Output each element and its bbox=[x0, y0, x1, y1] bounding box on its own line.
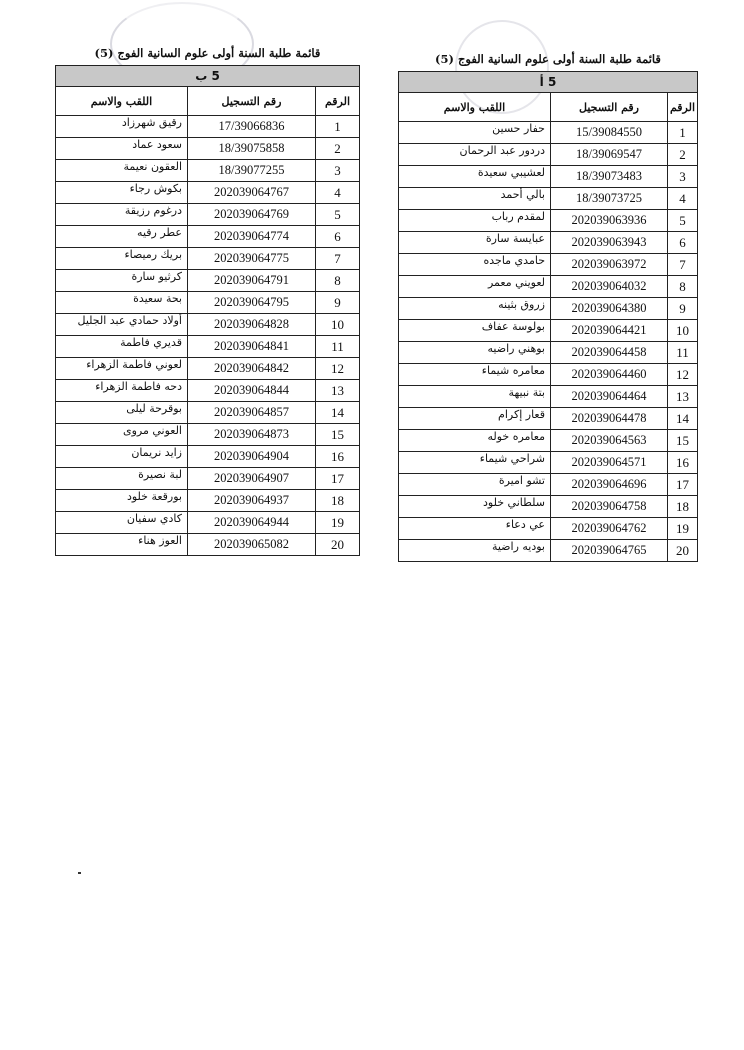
row-number: 11 bbox=[668, 342, 698, 364]
registration-number: 202039064758 bbox=[551, 496, 668, 518]
row-number: 7 bbox=[668, 254, 698, 276]
student-name: بوقرحة ليلى bbox=[56, 402, 188, 424]
registration-number: 18/39077255 bbox=[188, 160, 316, 182]
registration-number: 202039064907 bbox=[188, 468, 316, 490]
registration-number: 202039064791 bbox=[188, 270, 316, 292]
table-row bbox=[56, 138, 360, 160]
student-name: قعار إكرام bbox=[399, 408, 551, 430]
row-number: 13 bbox=[316, 380, 360, 402]
row-number: 2 bbox=[668, 144, 698, 166]
list-title: قائمة طلبة السنة أولى علوم السانية الفوج (5) bbox=[435, 52, 661, 66]
registration-number: 202039064842 bbox=[188, 358, 316, 380]
row-number: 17 bbox=[316, 468, 360, 490]
registration-number: 15/39084550 bbox=[551, 122, 668, 144]
table-row bbox=[56, 182, 360, 204]
student-name: سلطاني خلود bbox=[399, 496, 551, 518]
row-number: 4 bbox=[668, 188, 698, 210]
table-row bbox=[56, 248, 360, 270]
student-name: لعويني معمر bbox=[399, 276, 551, 298]
student-name: بالي أحمد bbox=[399, 188, 551, 210]
group-label: 5 ب bbox=[56, 66, 360, 87]
student-name: زايد نريمان bbox=[56, 446, 188, 468]
registration-number: 202039064795 bbox=[188, 292, 316, 314]
header-name: اللقب والاسم bbox=[56, 87, 188, 116]
table-row bbox=[399, 122, 698, 144]
registration-number: 17/39066836 bbox=[188, 116, 316, 138]
registration-number: 202039064904 bbox=[188, 446, 316, 468]
registration-number: 202039063936 bbox=[551, 210, 668, 232]
header-num: الرقم bbox=[316, 87, 360, 116]
registration-number: 202039065082 bbox=[188, 534, 316, 556]
student-name: تشو اميرة bbox=[399, 474, 551, 496]
registration-number: 202039064767 bbox=[188, 182, 316, 204]
student-name: بوديه راضية bbox=[399, 540, 551, 562]
student-name: العوز هناء bbox=[56, 534, 188, 556]
row-number: 2 bbox=[316, 138, 360, 160]
row-number: 14 bbox=[316, 402, 360, 424]
row-number: 10 bbox=[316, 314, 360, 336]
row-number: 15 bbox=[316, 424, 360, 446]
row-number: 3 bbox=[668, 166, 698, 188]
row-number: 15 bbox=[668, 430, 698, 452]
student-name: بريك رميصاء bbox=[56, 248, 188, 270]
student-name: رقيق شهرزاد bbox=[56, 116, 188, 138]
table-row bbox=[399, 144, 698, 166]
table-row bbox=[399, 188, 698, 210]
group-label: 5 أ bbox=[399, 72, 698, 93]
table-row bbox=[399, 232, 698, 254]
registration-number: 202039064032 bbox=[551, 276, 668, 298]
row-number: 18 bbox=[668, 496, 698, 518]
registration-number: 202039064774 bbox=[188, 226, 316, 248]
registration-number: 202039064460 bbox=[551, 364, 668, 386]
student-name: قديري فاطمة bbox=[56, 336, 188, 358]
student-name: لبة نصيرة bbox=[56, 468, 188, 490]
table-row bbox=[56, 160, 360, 182]
student-name: شراحي شيماء bbox=[399, 452, 551, 474]
row-number: 19 bbox=[668, 518, 698, 540]
student-name: معامره خوله bbox=[399, 430, 551, 452]
table-row bbox=[56, 380, 360, 402]
table-row bbox=[399, 342, 698, 364]
row-number: 11 bbox=[316, 336, 360, 358]
registration-number: 202039064944 bbox=[188, 512, 316, 534]
table-row bbox=[399, 474, 698, 496]
registration-number: 202039064841 bbox=[188, 336, 316, 358]
row-number: 17 bbox=[668, 474, 698, 496]
table-row bbox=[399, 320, 698, 342]
row-number: 5 bbox=[668, 210, 698, 232]
registration-number: 202039064769 bbox=[188, 204, 316, 226]
header-name: اللقب والاسم bbox=[399, 93, 551, 122]
header-num: الرقم bbox=[668, 93, 698, 122]
table-row bbox=[56, 226, 360, 248]
student-name: العقون نعيمة bbox=[56, 160, 188, 182]
registration-number: 202039064937 bbox=[188, 490, 316, 512]
student-name: عبايسة سارة bbox=[399, 232, 551, 254]
row-number: 1 bbox=[668, 122, 698, 144]
student-name: لعوني فاطمة الزهراء bbox=[56, 358, 188, 380]
registration-number: 202039063943 bbox=[551, 232, 668, 254]
student-name: لمقدم رباب bbox=[399, 210, 551, 232]
table-row bbox=[399, 540, 698, 562]
registration-number: 202039064762 bbox=[551, 518, 668, 540]
student-name: بكوش رجاء bbox=[56, 182, 188, 204]
student-name: عي دعاء bbox=[399, 518, 551, 540]
registration-number: 202039064775 bbox=[188, 248, 316, 270]
row-number: 14 bbox=[668, 408, 698, 430]
table-row bbox=[56, 116, 360, 138]
table-row bbox=[399, 430, 698, 452]
row-number: 18 bbox=[316, 490, 360, 512]
row-number: 16 bbox=[316, 446, 360, 468]
student-name: كرثيو سارة bbox=[56, 270, 188, 292]
registration-number: 202039064696 bbox=[551, 474, 668, 496]
row-number: 9 bbox=[668, 298, 698, 320]
table-row bbox=[399, 166, 698, 188]
table-row bbox=[399, 386, 698, 408]
row-number: 20 bbox=[668, 540, 698, 562]
student-name: حفار حسين bbox=[399, 122, 551, 144]
row-number: 19 bbox=[316, 512, 360, 534]
student-list-right bbox=[398, 52, 698, 562]
table-row bbox=[399, 408, 698, 430]
table-row bbox=[399, 364, 698, 386]
table-row bbox=[56, 270, 360, 292]
table-row bbox=[399, 276, 698, 298]
student-name: لعشيبي سعيدة bbox=[399, 166, 551, 188]
registration-number: 202039064571 bbox=[551, 452, 668, 474]
registration-number: 202039064563 bbox=[551, 430, 668, 452]
registration-number: 202039064873 bbox=[188, 424, 316, 446]
row-number: 12 bbox=[668, 364, 698, 386]
table-row bbox=[56, 336, 360, 358]
student-name: دردور عبد الرحمان bbox=[399, 144, 551, 166]
table-row bbox=[399, 496, 698, 518]
header-reg: رقم التسجيل bbox=[551, 93, 668, 122]
student-name: زروق بثينه bbox=[399, 298, 551, 320]
row-number: 8 bbox=[316, 270, 360, 292]
row-number: 12 bbox=[316, 358, 360, 380]
registration-number: 202039064380 bbox=[551, 298, 668, 320]
student-table bbox=[398, 71, 698, 562]
student-name: سعود عماد bbox=[56, 138, 188, 160]
table-row bbox=[399, 452, 698, 474]
row-number: 5 bbox=[316, 204, 360, 226]
row-number: 13 bbox=[668, 386, 698, 408]
list-title: قائمة طلبة السنة أولى علوم السانية الفوج (5) bbox=[94, 46, 321, 60]
registration-number: 202039063972 bbox=[551, 254, 668, 276]
table-row bbox=[56, 358, 360, 380]
row-number: 9 bbox=[316, 292, 360, 314]
row-number: 6 bbox=[316, 226, 360, 248]
student-table bbox=[55, 65, 360, 556]
table-row bbox=[399, 254, 698, 276]
registration-number: 202039064478 bbox=[551, 408, 668, 430]
registration-number: 202039064844 bbox=[188, 380, 316, 402]
registration-number: 202039064464 bbox=[551, 386, 668, 408]
table-row bbox=[399, 518, 698, 540]
student-list-left bbox=[55, 46, 360, 556]
student-name: بورقعة خلود bbox=[56, 490, 188, 512]
registration-number: 18/39073483 bbox=[551, 166, 668, 188]
table-row bbox=[56, 512, 360, 534]
registration-number: 18/39075858 bbox=[188, 138, 316, 160]
registration-number: 202039064857 bbox=[188, 402, 316, 424]
registration-number: 202039064765 bbox=[551, 540, 668, 562]
row-number: 8 bbox=[668, 276, 698, 298]
student-name: معامره شيماء bbox=[399, 364, 551, 386]
table-row bbox=[56, 314, 360, 336]
row-number: 6 bbox=[668, 232, 698, 254]
student-name: بولوسة عفاف bbox=[399, 320, 551, 342]
registration-number: 202039064421 bbox=[551, 320, 668, 342]
table-row bbox=[56, 204, 360, 226]
table-row bbox=[56, 446, 360, 468]
header-reg: رقم التسجيل bbox=[188, 87, 316, 116]
student-name: حامدي ماجده bbox=[399, 254, 551, 276]
table-row bbox=[56, 292, 360, 314]
row-number: 7 bbox=[316, 248, 360, 270]
row-number: 1 bbox=[316, 116, 360, 138]
table-row bbox=[56, 534, 360, 556]
table-row bbox=[56, 468, 360, 490]
student-name: عطر رقيه bbox=[56, 226, 188, 248]
student-name: أولاد حمادي عبد الجليل bbox=[56, 314, 188, 336]
row-number: 4 bbox=[316, 182, 360, 204]
table-row bbox=[56, 490, 360, 512]
registration-number: 202039064458 bbox=[551, 342, 668, 364]
table-row bbox=[399, 210, 698, 232]
student-name: بتة نبيهة bbox=[399, 386, 551, 408]
student-name: دحه فاطمة الزهراء bbox=[56, 380, 188, 402]
table-row bbox=[56, 424, 360, 446]
registration-number: 18/39073725 bbox=[551, 188, 668, 210]
row-number: 20 bbox=[316, 534, 360, 556]
student-name: العوني مروى bbox=[56, 424, 188, 446]
row-number: 10 bbox=[668, 320, 698, 342]
row-number: 16 bbox=[668, 452, 698, 474]
student-name: كادي سفيان bbox=[56, 512, 188, 534]
table-row bbox=[399, 298, 698, 320]
registration-number: 18/39069547 bbox=[551, 144, 668, 166]
student-name: بوهني راضيه bbox=[399, 342, 551, 364]
page-mark bbox=[78, 872, 81, 874]
table-row bbox=[56, 402, 360, 424]
row-number: 3 bbox=[316, 160, 360, 182]
registration-number: 202039064828 bbox=[188, 314, 316, 336]
student-name: بحة سعيدة bbox=[56, 292, 188, 314]
student-name: درغوم رزيقة bbox=[56, 204, 188, 226]
